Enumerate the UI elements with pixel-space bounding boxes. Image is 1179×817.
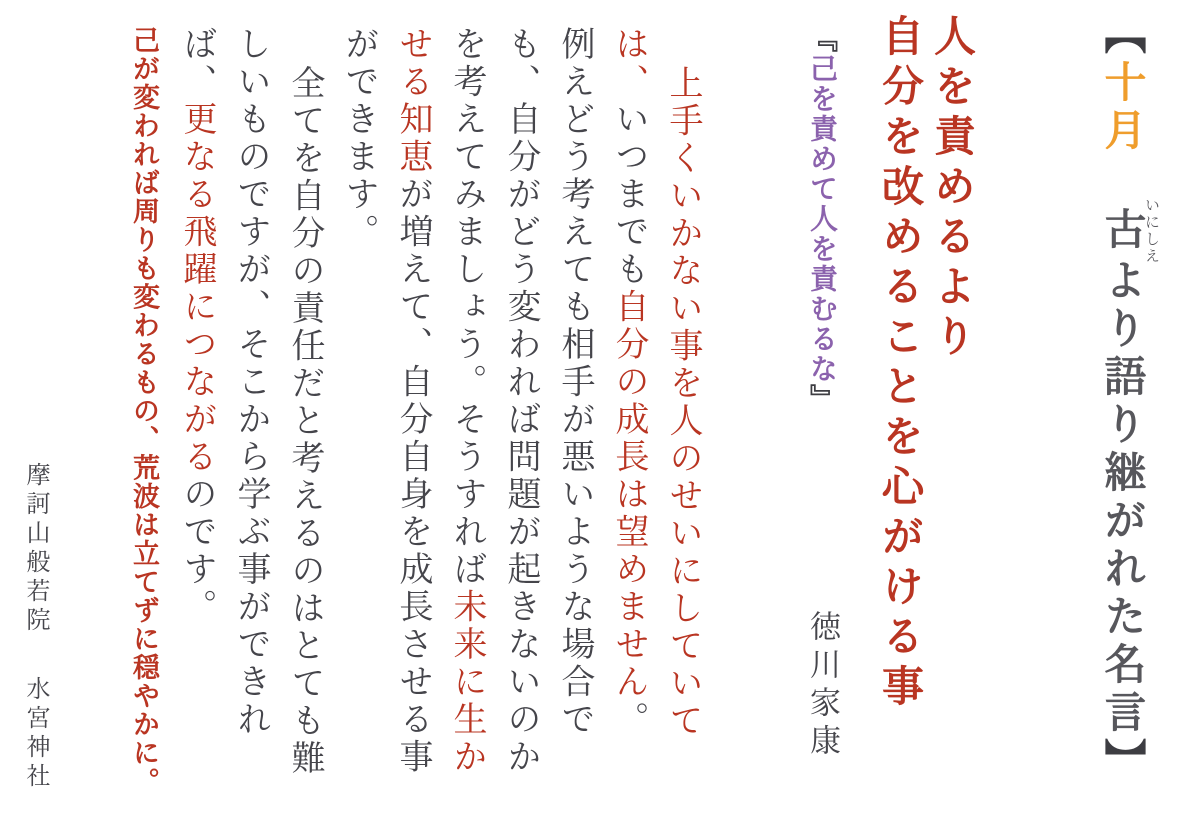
text-segment: 上手くいかない事を人のせいにしていて — [663, 65, 703, 741]
body-line — [116, 26, 170, 816]
body-line — [332, 26, 386, 816]
text-segment: いつまでも — [609, 101, 649, 289]
body-line — [494, 26, 548, 816]
proverb-column — [795, 24, 845, 814]
text-segment: 自分の成長は望めません — [609, 288, 649, 701]
text-segment: 【 — [1098, 12, 1148, 60]
text-segment: ば、 — [177, 26, 217, 101]
text-segment: が増えて、自分自身を成長させる事 — [393, 176, 433, 776]
body-line — [278, 26, 332, 816]
text-segment: 十月 — [1098, 60, 1148, 156]
text-segment: しいものですが、そこから学ぶ事ができれ — [231, 26, 271, 739]
quote-close-bracket: 』 — [806, 384, 839, 414]
attribution: 徳川家康 — [804, 610, 840, 762]
text-segment: より語り継がれた名言 — [1098, 258, 1148, 738]
headline-line — [926, 14, 978, 810]
text-segment: 自分を改めることを心がける事 — [876, 14, 925, 714]
body-line — [656, 26, 710, 816]
headline — [874, 14, 978, 810]
text-segment: 人を責めるより — [928, 14, 977, 364]
text-segment: 全てを自分の責任だと考えるのはとても難 — [285, 65, 325, 778]
month-title — [1042, 12, 1160, 812]
text-segment: も、自分がどう変われば問題が起きないのか — [501, 26, 541, 776]
text-segment: ができます。 — [339, 26, 379, 251]
text-segment: 未来に生か — [447, 588, 487, 776]
shrine-name-label: 水宮神社 — [22, 676, 50, 792]
headline-line — [874, 14, 926, 810]
text-segment: 】 — [1098, 738, 1148, 786]
text-segment: 。 — [609, 701, 649, 739]
proverb-text: 己を責めて人を責むるな — [806, 54, 839, 384]
text-segment: せる知恵 — [393, 26, 433, 176]
text-segment: のです。 — [177, 476, 217, 626]
furigana: いにしえ — [1143, 197, 1161, 265]
text-segment: 古いにしえ — [1098, 197, 1161, 265]
text-segment: を考えてみましょう。そうすれば — [447, 26, 487, 589]
body-line — [224, 26, 278, 816]
text-segment: 例えどう考えても相手が悪いような場合で — [555, 26, 595, 739]
body-line — [440, 26, 494, 816]
body-line — [386, 26, 440, 816]
body-line — [548, 26, 602, 816]
text-segment: 更なる飛躍につながる — [177, 101, 217, 476]
body-line — [602, 26, 656, 816]
shrine-name — [12, 462, 54, 812]
quote-open-bracket: 『 — [806, 24, 839, 54]
body-text — [112, 26, 710, 816]
temple-name: 摩訶山般若院 — [22, 462, 50, 636]
text-segment: 己が変われば周りも変わるもの、荒波は立てずに穏やかに。 — [128, 26, 159, 796]
text-segment: は、 — [609, 26, 649, 101]
body-line — [170, 26, 224, 816]
